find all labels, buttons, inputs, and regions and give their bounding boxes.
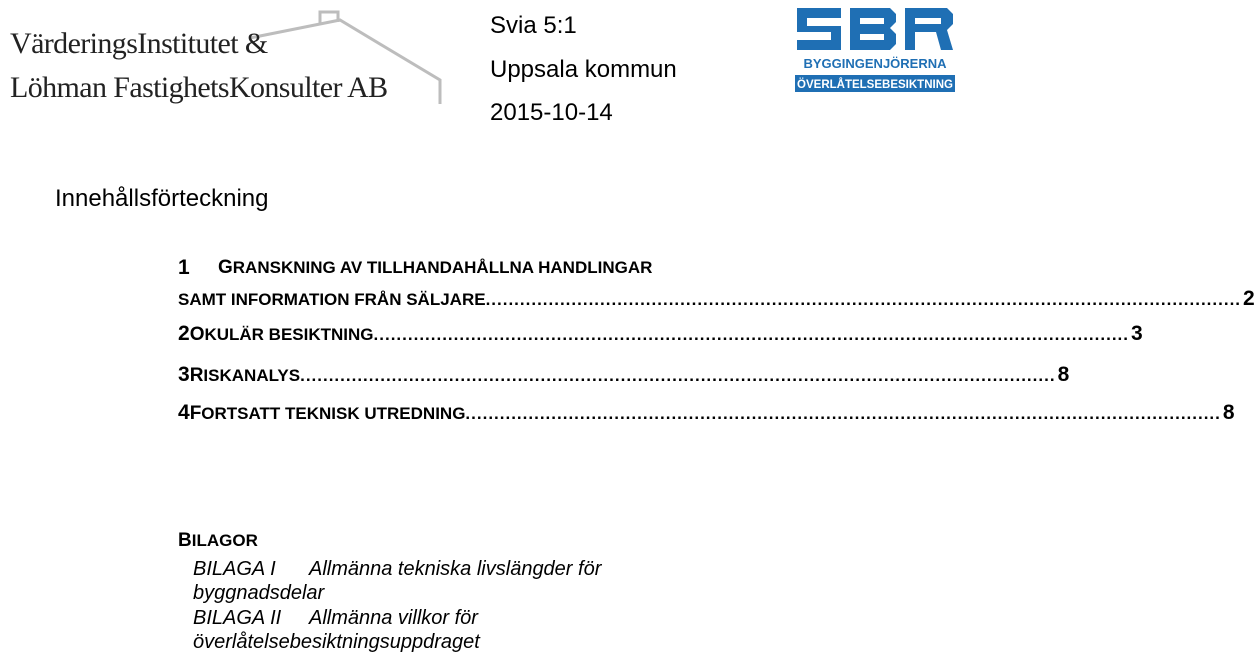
toc-entry-number: 2 bbox=[178, 322, 190, 345]
toc-entry-2[interactable] bbox=[178, 322, 1143, 350]
toc-entry-4[interactable] bbox=[178, 401, 1235, 429]
attachments-heading: BILAGOR bbox=[178, 530, 258, 551]
toc-entry-label: RISKANALYS bbox=[189, 365, 301, 386]
attachment-item-2 bbox=[193, 607, 478, 630]
toc-page-number: 3 bbox=[1131, 322, 1143, 345]
toc-page-number: 2 bbox=[1243, 287, 1255, 310]
attachment-item-1-cont: byggnadsdelar bbox=[193, 582, 325, 604]
toc-leader-dots: .................................................................................................................................... bbox=[373, 325, 1129, 344]
attachment-text: Allmänna villkor för bbox=[309, 607, 478, 629]
toc-page-number: 8 bbox=[1222, 401, 1235, 424]
company-logo bbox=[0, 8, 450, 106]
toc-entry-1[interactable]: 1 GRANSKNING AV TILLHANDAHÅLLNA HANDLINGAR SAMT INFORMATION FRÅN SÄLJARE .................................................................................................................................... 2 bbox=[178, 256, 1255, 310]
sbr-line1: BYGGINGENJÖRERNA bbox=[803, 56, 947, 71]
toc-entry-number: 1 bbox=[178, 256, 190, 279]
attachment-text: Allmänna tekniska livslängder för bbox=[309, 558, 602, 580]
sbr-logo-mark-icon bbox=[795, 6, 955, 94]
toc-entry-label: OKULÄR BESIKTNING bbox=[189, 324, 374, 345]
document-date: 2015-10-14 bbox=[490, 99, 613, 126]
toc-entry-number: 3 bbox=[178, 363, 190, 386]
toc-leader-dots: .................................................................................................................................... bbox=[465, 404, 1221, 423]
toc-entry-label: FORTSATT TEKNISK UTREDNING bbox=[189, 403, 466, 424]
toc-entry-3[interactable] bbox=[178, 363, 1070, 391]
sbr-logo bbox=[795, 6, 955, 94]
toc-leader-dots: .................................................................................................................................... bbox=[300, 366, 1056, 385]
company-name-line1: VärderingsInstitutet & bbox=[10, 27, 268, 60]
toc-page-number: 8 bbox=[1057, 363, 1070, 386]
toc-title: Innehållsförteckning bbox=[55, 185, 269, 212]
toc-entry-number: 4 bbox=[178, 401, 190, 424]
municipality: Uppsala kommun bbox=[490, 56, 677, 83]
attachment-item-1 bbox=[193, 558, 601, 581]
document-reference: Svia 5:1 bbox=[490, 12, 577, 39]
toc-leader-dots: .................................................................................................................................... bbox=[485, 290, 1242, 309]
toc-entry-label: SAMT INFORMATION FRÅN SÄLJARE bbox=[178, 290, 486, 309]
sbr-line2: ÖVERLÅTELSEBESIKTNING bbox=[797, 79, 953, 91]
attachment-code: BILAGA II bbox=[193, 607, 282, 629]
company-name-line2: Löhman FastighetsKonsulter AB bbox=[10, 71, 388, 104]
attachment-item-2-cont: överlåtelsebesiktningsuppdraget bbox=[193, 631, 480, 653]
attachment-code: BILAGA I bbox=[193, 558, 276, 580]
